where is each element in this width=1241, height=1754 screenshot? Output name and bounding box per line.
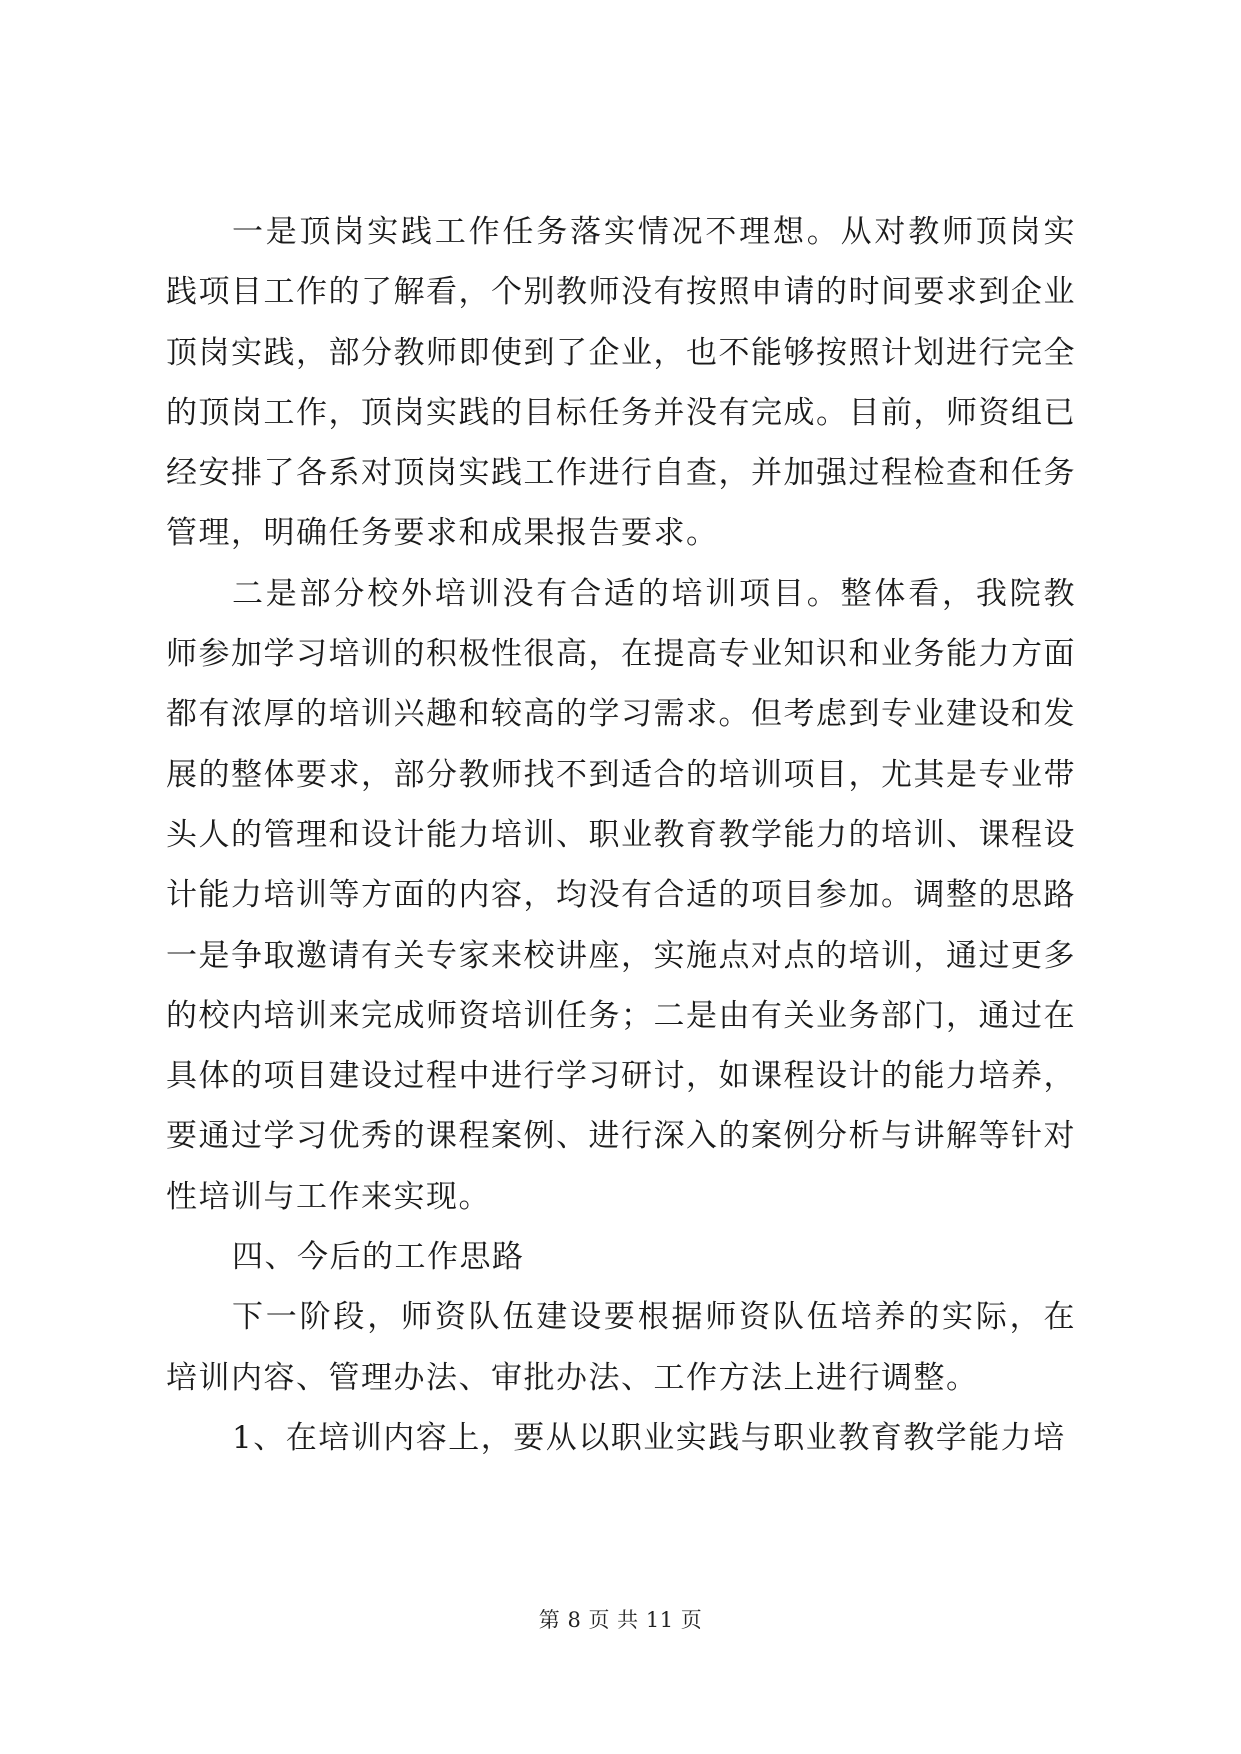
paragraph-4: 1、在培训内容上，要从以职业实践与职业教育教学能力培 (232, 1419, 1066, 1456)
paragraph-3: 下一阶段，师资队伍建设要根据师资队伍培养的实际，在培训内容、管理办法、审批办法、工作方法上进行调整。 (166, 1299, 1076, 1396)
paragraph-2: 二是部分校外培训没有合适的培训项目。整体看，我院教师参加学习培训的积极性很高，在提高专业知识和业务能力方面都有浓厚的培训兴趣和较高的学习需求。但考虑到专业建设和发展的整体要求，部分教师找不到适合的培训项目，尤其是专业带头人的管理和设计能力培训、职业教育教学能力的培训、课程设计能力培训等方面的内容，均没有合适的项目参加。调整的思路一是争取邀请有关专家来校讲座，实施点对点的培训，通过更多的校内培训来完成师资培训任务；二是由有关业务部门，通过在具体的项目建设过程中进行学习研讨，如课程设计的能力培养，要通过学习优秀的课程案例、进行深入的案例分析与讲解等针对性培训与工作来实现。 (166, 575, 1076, 1215)
page-number-footer: 第 8 页 共 11 页 (538, 1608, 703, 1632)
paragraph-1: 一是顶岗实践工作任务落实情况不理想。从对教师顶岗实践项目工作的了解看，个别教师没有按照申请的时间要求到企业顶岗实践，部分教师即使到了企业，也不能够按照计划进行完全的顶岗工作，顶岗实践的目标任务并没有完成。目前，师资组已经安排了各系对顶岗实践工作进行自查，并加强过程检查和任务管理，明确任务要求和成果报告要求。 (166, 214, 1076, 552)
section-heading: 四、今后的工作思路 (232, 1239, 525, 1276)
document-body (166, 202, 1076, 1468)
